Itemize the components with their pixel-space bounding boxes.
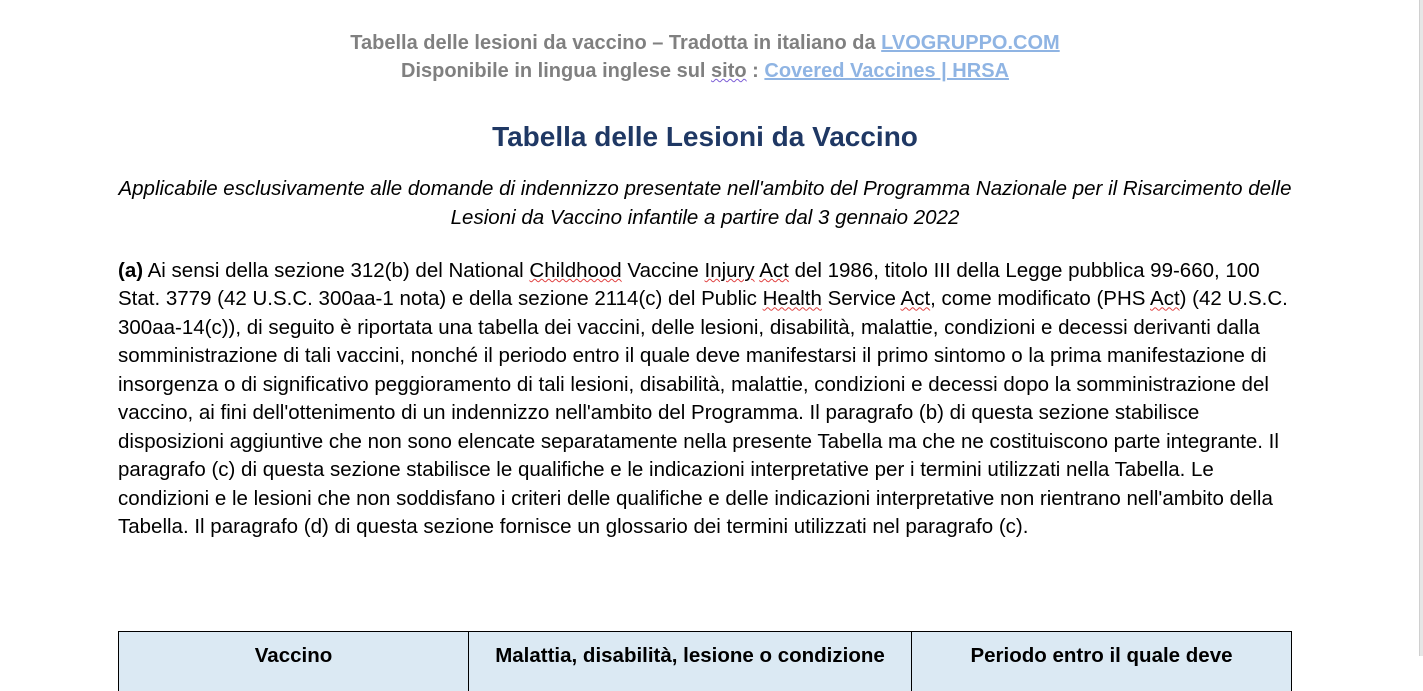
lvogruppo-link[interactable]: LVOGRUPPO.COM — [881, 32, 1060, 54]
translation-header-line — [118, 29, 1292, 57]
column-header-vaccine: Vaccino — [119, 632, 469, 691]
spellcheck-word: Act — [759, 259, 789, 282]
paragraph-text-6: , come modificato (PHS — [930, 287, 1151, 311]
document-page — [118, 0, 1292, 542]
subtitle: Applicabile esclusivamente alle domande di indennizzo presentate nell'ambito del Programma Nazionale per il Risarcimento delle Lesioni da Vaccino infantile a partire dal 3 gennaio 2022 — [118, 177, 1292, 229]
paragraph-text-7: ) (42 U.S.C. 300aa-14(c)), di seguito è riportata una tabella dei vaccini, delle lesioni, disabilità, malattie, condizioni e decessi derivanti dalla somministrazione di tali vaccini, nonché il periodo entro il quale deve manifestarsi il primo sintomo o la prima manifestazione di insorgenza o di significativo peggioramento di tali lesioni, disabilità, malattie, condizioni e decessi dopo la somministrazione del vaccino, ai fini dell'ottenimento di un indennizzo nell'ambito del Programma. Il paragrafo (b) di questa sezione stabilisce disposizioni aggiuntive che non sono elencate separatamente nella presente Tabella ma che ne costituiscono parte integrante. Il paragrafo (c) di questa sezione stabilisce le qualifiche e le indicazioni interpretative per i termini utilizzati nella Tabella. Le condizioni e le lesioni che non soddisfano i criteri delle qualifiche e delle indicazioni interpretative non rientrano nell'ambito della Tabella. Il paragrafo (d) di questa sezione fornisce un glossario dei termini utilizzati nel paragrafo (c). — [118, 287, 1288, 539]
hrsa-link[interactable]: Covered Vaccines | HRSA — [764, 60, 1009, 82]
sito-word: sito — [711, 60, 747, 82]
spellcheck-word: Act — [900, 287, 931, 311]
paragraph-label: (a) — [118, 259, 144, 282]
spellcheck-word: Injury — [704, 259, 755, 282]
spellcheck-word: Act — [1150, 287, 1180, 311]
availability-header-text: Disponibile in lingua inglese sul — [401, 60, 712, 82]
paragraph-text-5: Service — [821, 287, 901, 311]
paragraph-text-2: Vaccine — [621, 259, 705, 282]
paragraph-text-4: del 1986, titolo III della Legge pubblica 99-660, 100 Stat. 3779 (42 U.S.C. 300aa-1 nota) e della sezione 2114(c) del Public — [118, 259, 1260, 311]
spellcheck-word: Health — [762, 287, 822, 311]
page-edge — [1419, 0, 1423, 656]
spellcheck-word: Childhood — [529, 259, 622, 282]
column-header-condition: Malattia, disabilità, lesione o condizione — [469, 632, 912, 691]
page-title: Tabella delle Lesioni da Vaccino — [492, 121, 918, 152]
translation-header-text: Tabella delle lesioni da vaccino – Tradotta in italiano da — [350, 32, 882, 54]
paragraph-text-1: Ai sensi della sezione 312(b) del National — [143, 259, 530, 282]
availability-colon: : — [746, 60, 765, 82]
column-header-period: Periodo entro il quale deve — [970, 644, 1233, 667]
vaccine-injury-table-header — [118, 631, 1292, 691]
paragraph-a — [118, 257, 1292, 542]
availability-header-line — [118, 57, 1292, 85]
